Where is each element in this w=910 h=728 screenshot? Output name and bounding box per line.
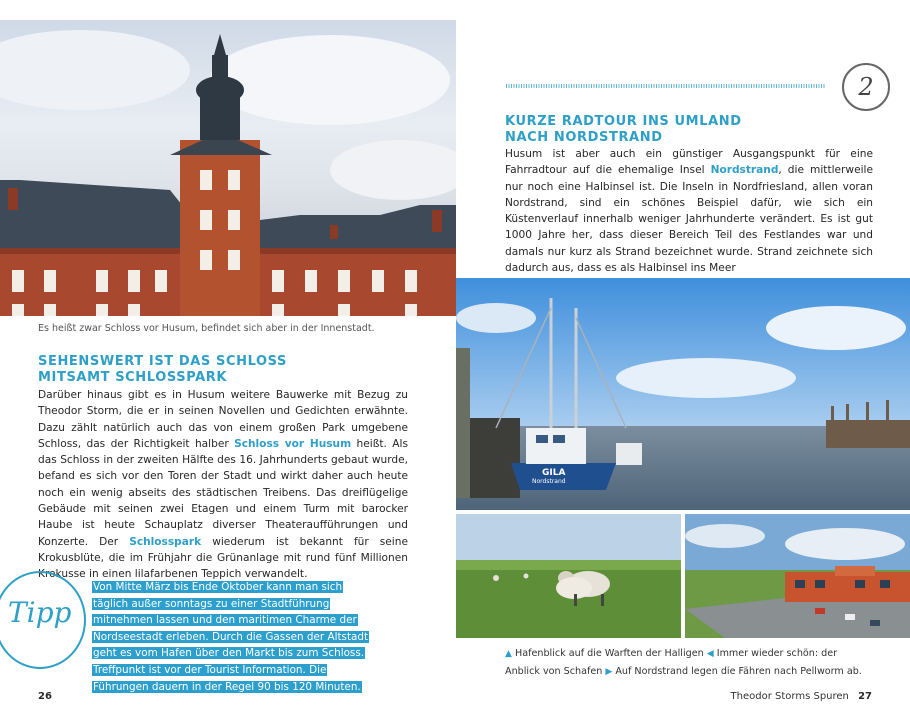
tipp-label: Tipp (8, 596, 72, 629)
body-paragraph (38, 387, 408, 583)
castle-caption: Es heißt zwar Schloss vor Husum, befindet sich aber in der Innenstadt. (38, 323, 375, 334)
caption-harbor: Hafenblick auf die Warften der Halligen (514, 648, 704, 659)
triangle-left-icon: ◀ (706, 649, 714, 659)
paragraph-text: heißt. Als das Schloss in der zweiten Hälfte des 16. Jahrhunderts gebaut wurde, befand es sich vor den Toren der Stadt und wirkt daher auch heute noch ein wenig abseits des städtischen Treibens. Das dreiflügelige Gebäude mit seinen zwei Etagen und einem Turm mit barocker Haube ist heute Schauplatz diverser Theateraufführungen und Konzerte. Der (38, 437, 408, 548)
link-schlosspark[interactable]: Schlosspark (129, 535, 202, 548)
harbor-illustration (456, 278, 910, 510)
ferry-terminal-photo (685, 514, 910, 638)
paragraph-text: , die mittlerweile nur noch eine Halbinsel ist. Die Inseln in Nordfriesland, allen voran Nordstrand, sind ein schönes Beispiel dafür, wie sich ein Küstenverlauf innerhalb weniger Jahrhunderte verändert. Es ist gut 1000 Jahre her, dass dieser Bereich Teil des Festlandes war und damals nur kurz als Strand bezeichnet wurde. Strand zeichnete sich dadurch aus, dass es als Halbinsel ins Meer (505, 164, 873, 275)
paragraph-text: Husum ist aber auch ein günstiger Ausgangspunkt für eine Fahrradtour auf die ehemalige Insel (505, 148, 873, 177)
link-nordstrand[interactable]: Nordstrand (710, 164, 779, 177)
decorative-dotted-line (506, 84, 826, 88)
boat-name: GILA (542, 468, 566, 478)
sheep-illustration (456, 514, 681, 638)
ferry-illustration (685, 514, 910, 638)
castle-illustration (0, 20, 456, 316)
tipp-box (92, 579, 377, 695)
body-paragraph (505, 146, 873, 276)
paragraph-text: Darüber hinaus gibt es in Husum weitere Bauwerke mit Bezug zu Theodor Storm, die er in seinen Novellen und Gedichten erwähnte. Dazu zählt natürlich auch das von einem großen Park umgebene Schloss, das der Richtigkeit halber (38, 389, 408, 450)
tipp-text: Von Mitte März bis Ende Oktober kann man sich täglich außer sonntags zu einer Stadtführung mitnehmen lassen und den maritimen Charme der Nordseestadt erleben. Durch die Gassen der Altstadt geht es vom Hafen über den Markt bis zum Schloss. Treffpunkt ist vor der Tourist Information. Die Führungen dauern in der Regel 90 bis 120 Minuten. (93, 581, 369, 693)
heading-line-2: MITSAMT SCHLOSSPARK (38, 370, 228, 385)
caption-sheep-part2: Anblick von Schafen (505, 666, 603, 677)
photo-captions (505, 645, 885, 681)
chapter-number-badge: 2 (842, 63, 890, 111)
castle-photo (0, 20, 456, 316)
section-heading (38, 354, 438, 386)
heading-line-1: SEHENSWERT IST DAS SCHLOSS (38, 354, 288, 369)
caption-ferry: Auf Nordstrand legen die Fähren nach Pellworm ab. (615, 666, 862, 677)
heading-line-1: KURZE RADTOUR INS UMLAND (505, 114, 742, 129)
caption-sheep-part1: Immer wieder schön: der (716, 648, 838, 659)
harbor-photo (456, 278, 910, 510)
sheep-photo (456, 514, 681, 638)
paragraph-text: wiederum ist bekannt für seine Krokusblüte, die im Frühjahr die Grünanlage mit rund fünf Millionen Krokusse in einen lilafarbenen Teppich verwandelt. (38, 535, 408, 581)
page-number-left: 26 (38, 691, 52, 702)
page-number-right: 27 (858, 691, 872, 702)
heading-line-2: NACH NORDSTRAND (505, 130, 663, 145)
page-footer-right (731, 691, 872, 702)
triangle-up-icon: ▲ (505, 649, 512, 659)
boat-port: Nordstrand (532, 478, 566, 485)
section-heading (505, 114, 885, 146)
book-title: Theodor Storms Spuren (730, 691, 849, 702)
link-schloss-vor-husum[interactable]: Schloss vor Husum (234, 437, 352, 450)
triangle-right-icon: ▶ (605, 667, 613, 677)
